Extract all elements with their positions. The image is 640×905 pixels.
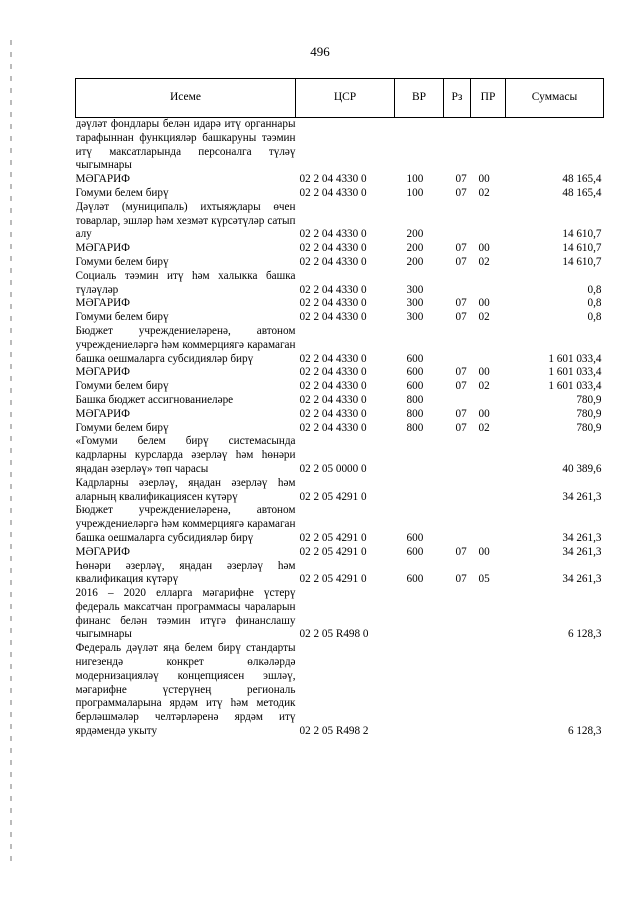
row-rz: 07 [455, 186, 467, 199]
row-sum: 34 261,3 [562, 531, 602, 544]
row-csr: 02 2 04 4330 0 [299, 242, 367, 255]
header-pr: ПР [471, 79, 506, 118]
row-vr: 800 [406, 407, 424, 420]
row-sum: 780,9 [576, 393, 602, 406]
row-csr: 02 2 05 4291 0 [299, 545, 367, 558]
row-csr: 02 2 04 4330 0 [299, 297, 367, 310]
row-pr: 02 [478, 186, 490, 199]
row-pr [471, 477, 506, 505]
row-vr: 600 [406, 352, 424, 365]
row-name: Федераль дәүләт яңа белем бирү стандарты нигезендә конкрет өлкәләрдә модернизацияләү концепциясен эшләү, мәгарифне үстерүнең региональ программаларына ярдәм итү һәм методик берләшмәләр челтәрләренә ярдәм итү ярдәмендә укыту [75, 642, 296, 738]
row-rz [444, 270, 471, 298]
row-name: МӘГАРИФ [75, 297, 130, 310]
row-csr: 02 2 04 4330 0 [299, 186, 367, 199]
table-row [76, 394, 604, 408]
row-pr [471, 394, 506, 408]
row-pr [471, 201, 506, 242]
row-csr: 02 2 04 4330 0 [299, 352, 367, 365]
row-pr: 02 [478, 421, 490, 434]
row-pr: 02 [478, 255, 490, 268]
row-rz [444, 477, 471, 505]
row-csr: 02 2 04 4330 0 [299, 421, 367, 434]
table-row [76, 587, 604, 642]
row-name: Бюджет учреждениеләренә, автоном учреждениеләргә һәм коммерциягә карамаган башка оешмаларга субсидияләр бирү [75, 324, 296, 365]
row-sum: 48 165,4 [562, 173, 602, 186]
row-sum: 0,8 [587, 311, 602, 324]
row-name: дәүләт фондлары белән идарә итү органнары тарафыннан функцияләр башкаруны тәэмин итү максатларында персоналга түләү чыгымнары [75, 118, 296, 172]
header-csr: ЦСР [296, 79, 395, 118]
row-rz: 07 [455, 380, 467, 393]
row-vr [395, 642, 444, 739]
row-vr: 100 [406, 173, 424, 186]
row-name: МӘГАРИФ [75, 366, 130, 379]
row-sum [506, 118, 604, 174]
table-row [76, 642, 604, 739]
table-row [76, 380, 604, 394]
row-pr: 02 [478, 380, 490, 393]
row-rz: 07 [455, 407, 467, 420]
page-number: 496 [310, 44, 330, 59]
row-name: Гомуми белем бирү [75, 311, 169, 324]
row-vr [395, 118, 444, 174]
row-pr [471, 587, 506, 642]
row-vr: 800 [406, 421, 424, 434]
table-row [76, 325, 604, 366]
row-csr: 02 2 05 R498 0 [299, 628, 369, 641]
row-name: 2016 – 2020 елларга мәгарифне үстерү федераль максатчан программасы чараларын финанс белән тәэмин итүгә финанслашу чыгымнары [75, 587, 296, 641]
row-vr: 200 [406, 242, 424, 255]
row-name: МӘГАРИФ [75, 173, 130, 186]
row-vr: 200 [406, 228, 424, 241]
row-csr: 02 2 04 4330 0 [299, 407, 367, 420]
row-name: Һөнәри әзерләү, яңадан әзерләү һәм квалификация күтәрү [75, 559, 296, 586]
table-row [76, 187, 604, 201]
row-vr [395, 477, 444, 505]
row-sum: 6 128,3 [567, 725, 602, 738]
row-pr: 00 [478, 242, 490, 255]
row-name: «Гомуми белем бирү системасында кадрларны курсларда әзерләү һәм һөнәри яңадан әзерләү» төп чарасы [75, 435, 296, 475]
row-sum: 34 261,3 [562, 545, 602, 558]
row-name: Гомуми белем бирү [75, 421, 169, 434]
row-vr [395, 435, 444, 476]
table-row [76, 504, 604, 545]
row-rz: 07 [455, 366, 467, 379]
row-rz: 07 [455, 421, 467, 434]
row-csr: 02 2 05 4291 0 [299, 531, 367, 544]
row-csr: 02 2 04 4330 0 [299, 311, 367, 324]
row-rz [444, 201, 471, 242]
table-row [76, 256, 604, 270]
row-rz: 07 [455, 311, 467, 324]
row-pr: 00 [478, 297, 490, 310]
row-csr: 02 2 05 R498 2 [299, 725, 369, 738]
table-row [76, 408, 604, 422]
row-pr: 00 [478, 366, 490, 379]
row-sum: 34 261,3 [562, 573, 602, 586]
row-vr: 300 [406, 311, 424, 324]
row-sum: 34 261,3 [562, 490, 602, 503]
row-rz: 07 [455, 173, 467, 186]
row-vr: 600 [406, 545, 424, 558]
table-row [76, 201, 604, 242]
row-vr: 800 [406, 393, 424, 406]
row-csr [296, 118, 395, 174]
table-row [76, 546, 604, 560]
row-sum: 0,8 [587, 297, 602, 310]
row-sum: 48 165,4 [562, 186, 602, 199]
table-row [76, 560, 604, 588]
row-pr [471, 642, 506, 739]
table-row [76, 477, 604, 505]
row-sum: 14 610,7 [562, 255, 602, 268]
row-sum: 0,8 [587, 283, 602, 296]
row-rz [444, 118, 471, 174]
row-vr: 200 [406, 255, 424, 268]
row-vr: 600 [406, 380, 424, 393]
row-sum: 1 601 033,4 [548, 366, 602, 379]
row-pr [471, 118, 506, 174]
row-rz [444, 504, 471, 545]
row-sum: 14 610,7 [562, 228, 602, 241]
table-body [76, 118, 604, 739]
row-vr: 100 [406, 186, 424, 199]
row-pr [471, 270, 506, 298]
row-rz: 07 [455, 255, 467, 268]
row-rz [444, 325, 471, 366]
row-rz: 07 [455, 545, 467, 558]
row-name: МӘГАРИФ [75, 242, 130, 255]
row-vr: 600 [406, 366, 424, 379]
table-row [76, 366, 604, 380]
row-vr: 600 [406, 573, 424, 586]
row-name: Башка бюджет ассигнованиеләре [75, 393, 234, 406]
row-pr: 00 [478, 407, 490, 420]
row-rz [444, 642, 471, 739]
row-csr: 02 2 05 4291 0 [299, 573, 367, 586]
row-sum: 1 601 033,4 [548, 380, 602, 393]
row-name: МӘГАРИФ [75, 545, 130, 558]
row-csr: 02 2 04 4330 0 [299, 283, 367, 296]
row-rz [444, 587, 471, 642]
row-vr [395, 587, 444, 642]
table-row [76, 435, 604, 476]
header-rz: Рз [444, 79, 471, 118]
row-name: Социаль тәэмин итү һәм халыкка башка түләүләр [75, 269, 296, 296]
row-csr: 02 2 04 4330 0 [299, 173, 367, 186]
row-pr [471, 504, 506, 545]
table-header-row [76, 79, 604, 118]
table-row [76, 270, 604, 298]
row-sum: 14 610,7 [562, 242, 602, 255]
header-vr: ВР [395, 79, 444, 118]
table-row [76, 118, 604, 174]
row-rz: 07 [455, 297, 467, 310]
row-pr: 05 [478, 573, 490, 586]
table-row [76, 242, 604, 256]
row-csr: 02 2 04 4330 0 [299, 366, 367, 379]
row-csr: 02 2 04 4330 0 [299, 228, 367, 241]
row-rz: 07 [455, 242, 467, 255]
row-name: Гомуми белем бирү [75, 380, 169, 393]
row-sum: 780,9 [576, 407, 602, 420]
table-row [76, 173, 604, 187]
row-sum: 780,9 [576, 421, 602, 434]
row-name: Гомуми белем бирү [75, 186, 169, 199]
table-row [76, 422, 604, 436]
row-csr: 02 2 04 4330 0 [299, 255, 367, 268]
row-sum: 40 389,6 [562, 462, 602, 475]
row-sum: 1 601 033,4 [548, 352, 602, 365]
row-vr: 300 [406, 283, 424, 296]
row-sum: 6 128,3 [567, 628, 602, 641]
row-name: МӘГАРИФ [75, 407, 130, 420]
row-rz: 07 [455, 573, 467, 586]
row-csr: 02 2 04 4330 0 [299, 380, 367, 393]
budget-table [75, 78, 604, 739]
row-pr [471, 325, 506, 366]
row-name: Кадрларны әзерләү, яңадан әзерләү һәм аларның квалификациясен күтәрү [75, 476, 296, 503]
row-rz [444, 435, 471, 476]
table-row [76, 297, 604, 311]
header-sum: Суммасы [506, 79, 604, 118]
row-vr: 600 [406, 531, 424, 544]
row-pr [471, 435, 506, 476]
row-name: Гомуми белем бирү [75, 255, 169, 268]
row-csr: 02 2 05 0000 0 [299, 462, 367, 475]
row-pr: 02 [478, 311, 490, 324]
row-pr: 00 [478, 545, 490, 558]
row-csr: 02 2 05 4291 0 [299, 490, 367, 503]
table-row [76, 311, 604, 325]
scan-margin-dots [10, 40, 12, 865]
header-name: Исеме [76, 79, 296, 118]
row-vr: 300 [406, 297, 424, 310]
row-pr: 00 [478, 173, 490, 186]
row-rz [444, 394, 471, 408]
row-name: Бюджет учреждениеләренә, автоном учреждениеләргә һәм коммерциягә карамаган башка оешмаларга субсидияләр бирү [75, 504, 296, 544]
row-csr: 02 2 04 4330 0 [299, 393, 367, 406]
row-name: Дәүләт (муниципаль) ихтыяҗлары өчен товарлар, эшләр һәм хезмәт күрсәтүләр сатып алу [75, 200, 296, 241]
